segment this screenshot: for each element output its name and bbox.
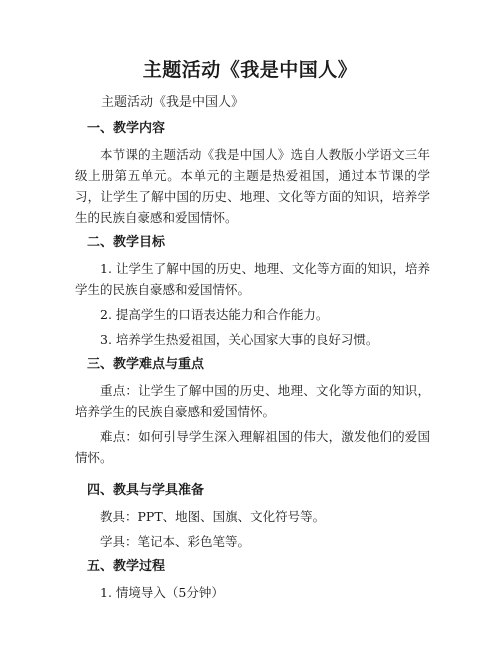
document-title: 主题活动《我是中国人》 bbox=[142, 59, 358, 81]
difficulty-paragraph: 难点：如何引导学生深入理解祖国的伟大，激发他们的爱国情怀。 bbox=[75, 429, 430, 465]
key-point-paragraph: 重点：让学生了解中国的历史、地理、文化等方面的知识，培养学生的民族自豪感和爱国情怀。 bbox=[75, 383, 430, 419]
section-heading-objectives: 二、教学目标 bbox=[87, 235, 166, 250]
objective-item-2: 2. 提高学生的口语表达能力和合作能力。 bbox=[100, 307, 329, 322]
section-heading-materials: 四、教具与学具准备 bbox=[87, 483, 205, 498]
objective-item-1: 1. 让学生了解中国的历史、地理、文化等方面的知识，培养学生的民族自豪感和爱国情怀。 bbox=[75, 261, 430, 297]
learning-aids-paragraph: 学具：笔记本、彩色笔等。 bbox=[100, 534, 251, 549]
section-heading-content: 一、教学内容 bbox=[87, 121, 166, 136]
teaching-aids-paragraph: 教具：PPT、地图、国旗、文化符号等。 bbox=[100, 509, 326, 524]
process-step-1: 1. 情境导入（5分钟） bbox=[100, 585, 224, 600]
objective-item-3: 3. 培养学生热爱祖国，关心国家大事的良好习惯。 bbox=[100, 332, 379, 347]
document-body bbox=[75, 94, 430, 609]
section-content-paragraph: 本节课的主题活动《我是中国人》选自人教版小学语文三年级上册第五单元。本单元的主题是热爱祖国，通过本节课的学习，让学生了解中国的历史、地理、文化等方面的知识，培养学生的民族自豪感和爱国情怀。 bbox=[75, 147, 430, 225]
document-subtitle: 主题活动《我是中国人》 bbox=[101, 95, 245, 110]
section-heading-process: 五、教学过程 bbox=[87, 559, 166, 574]
section-heading-key-points: 三、教学难点与重点 bbox=[87, 357, 205, 372]
